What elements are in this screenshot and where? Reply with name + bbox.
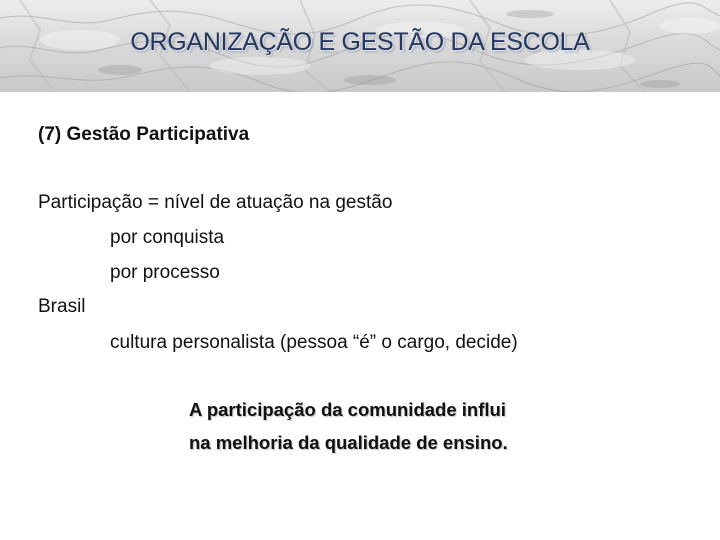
item-por-conquista: por conquista bbox=[110, 227, 225, 248]
header-marble-band bbox=[0, 0, 720, 92]
conclusion-line-2: na melhoria da qualidade de ensino. bbox=[189, 432, 508, 453]
conclusion-line-1: A participação da comunidade influi bbox=[189, 399, 506, 420]
section-subtitle: (7) Gestão Participativa bbox=[38, 124, 250, 145]
participation-definition: Participação = nível de atuação na gestão bbox=[38, 192, 393, 213]
slide-title: ORGANIZAÇÃO E GESTÃO DA ESCOLA bbox=[130, 28, 590, 56]
country-label: Brasil bbox=[38, 296, 86, 317]
item-por-processo: por processo bbox=[110, 262, 220, 283]
culture-description: cultura personalista (pessoa “é” o cargo, decide) bbox=[110, 332, 518, 353]
